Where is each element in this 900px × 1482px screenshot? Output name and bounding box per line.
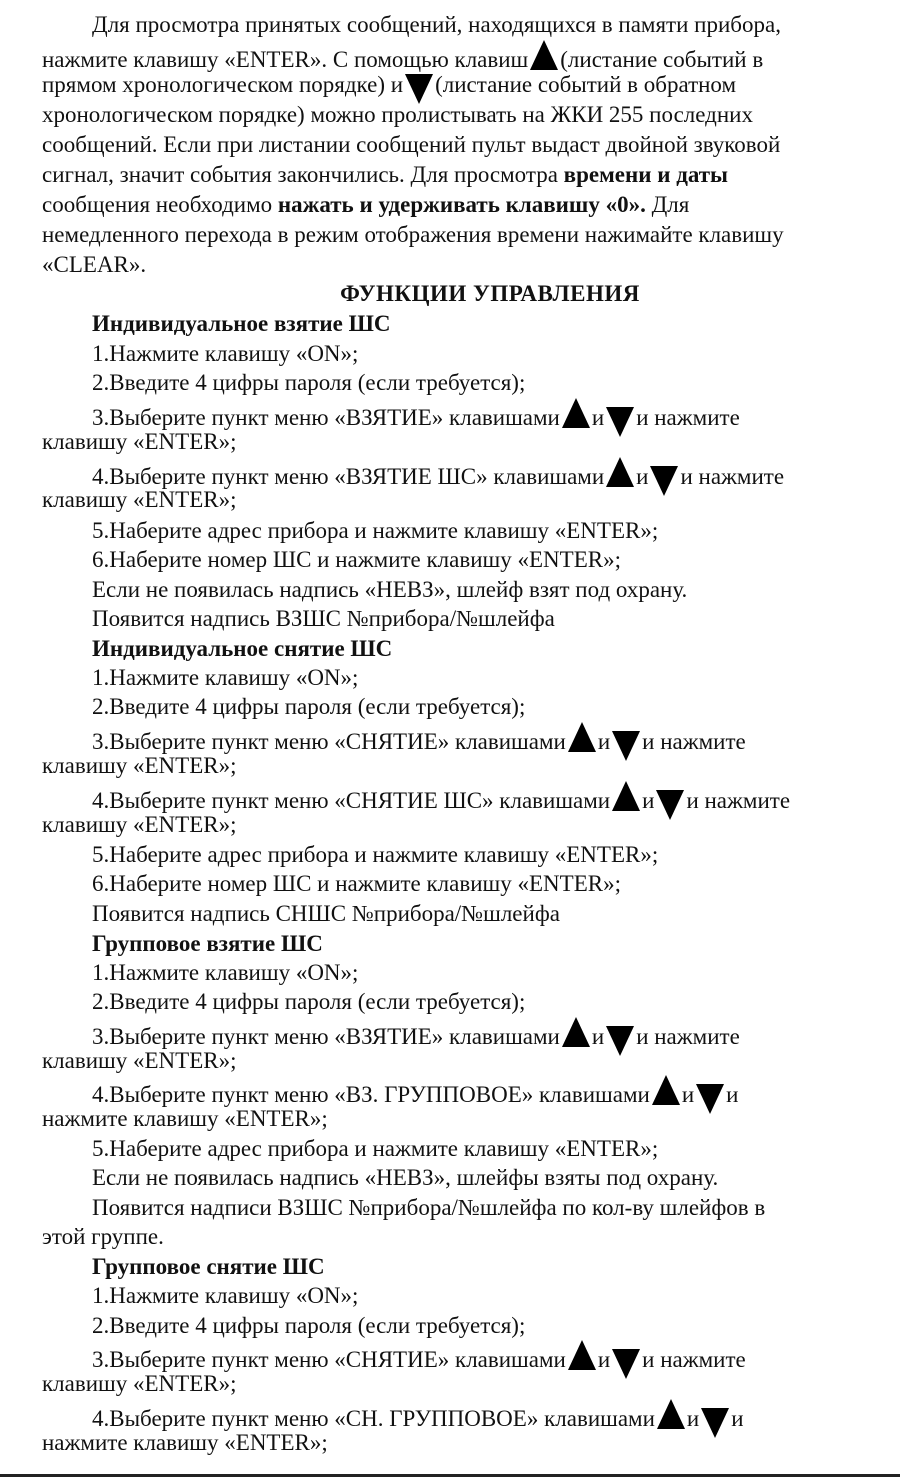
s1-step-6: 6.Наберите номер ШС и нажмите клавишу «ENTER»; [92, 547, 621, 572]
s1-step-4: 4.Выберите пункт меню «ВЗЯТИЕ ШС» клавишами и и нажмите [92, 457, 872, 496]
s3-title: Групповое взятие ШС [92, 931, 323, 956]
s1-step-4-cont: клавишу «ENTER»; [42, 487, 237, 512]
s2-step-3: 3.Выберите пункт меню «СНЯТИЕ» клавишами и и нажмите [92, 722, 872, 761]
intro-line-7: сообщения необходимо нажать и удерживать клавишу «0». Для [42, 192, 690, 217]
up-arrow-key-icon [568, 1340, 596, 1370]
intro-line-4: хронологическом порядке) можно пролистывать на ЖКИ 255 последних [42, 102, 753, 127]
s3-step-3: 3.Выберите пункт меню «ВЗЯТИЕ» клавишами и и нажмите [92, 1017, 872, 1056]
page-bottom-rule [0, 1474, 900, 1477]
s3-step-3-cont: клавишу «ENTER»; [42, 1048, 237, 1073]
s3-note: Если не появилась надпись «НЕВЗ», шлейфы взяты под охрану. [92, 1165, 719, 1190]
up-arrow-key-icon [612, 781, 640, 811]
up-arrow-key-icon [657, 1399, 685, 1429]
up-arrow-key-icon [652, 1075, 680, 1105]
s1-step-5: 5.Наберите адрес прибора и нажмите клавишу «ENTER»; [92, 518, 659, 543]
s3-step-2: 2.Введите 4 цифры пароля (если требуется); [92, 989, 526, 1014]
up-arrow-key-icon [530, 40, 558, 70]
s3-result-cont: этой группе. [42, 1224, 164, 1249]
intro-line-3: прямом хронологическом порядке) и (листание событий в обратном [42, 70, 872, 104]
intro-line-5: сообщений. Если при листании сообщений пульт выдаст двойной звуковой [42, 132, 781, 157]
s4-step-3: 3.Выберите пункт меню «СНЯТИЕ» клавишами и и нажмите [92, 1340, 872, 1379]
s1-result: Появится надпись ВЗШС №прибора/№шлейфа [92, 606, 555, 631]
up-arrow-key-icon [606, 457, 634, 487]
s4-step-4-cont: нажмите клавишу «ENTER»; [42, 1430, 328, 1455]
s1-step-3-cont: клавишу «ENTER»; [42, 429, 237, 454]
s3-step-4: 4.Выберите пункт меню «ВЗ. ГРУППОВОЕ» клавишами и и [92, 1075, 872, 1114]
s3-step-5: 5.Наберите адрес прибора и нажмите клавишу «ENTER»; [92, 1136, 659, 1161]
s2-step-5: 5.Наберите адрес прибора и нажмите клавишу «ENTER»; [92, 842, 659, 867]
s1-note: Если не появилась надпись «НЕВЗ», шлейф взят под охрану. [92, 577, 688, 602]
s2-step-4-cont: клавишу «ENTER»; [42, 812, 237, 837]
s4-step-3-cont: клавишу «ENTER»; [42, 1371, 237, 1396]
intro-line-9: «CLEAR». [42, 252, 147, 277]
s1-step-1: 1.Нажмите клавишу «ON»; [92, 341, 359, 366]
s2-step-3-cont: клавишу «ENTER»; [42, 753, 237, 778]
up-arrow-key-icon [568, 722, 596, 752]
section-heading: ФУНКЦИИ УПРАВЛЕНИЯ [340, 281, 640, 306]
intro-line-8: немедленного перехода в режим отображения времени нажимайте клавишу [42, 222, 784, 247]
up-arrow-key-icon [562, 398, 590, 428]
s3-step-4-cont: нажмите клавишу «ENTER»; [42, 1106, 328, 1131]
s2-result: Появится надпись СНШС №прибора/№шлейфа [92, 901, 560, 926]
s4-step-2: 2.Введите 4 цифры пароля (если требуется); [92, 1313, 526, 1338]
up-arrow-key-icon [562, 1017, 590, 1047]
s3-step-1: 1.Нажмите клавишу «ON»; [92, 960, 359, 985]
s1-title: Индивидуальное взятие ШС [92, 311, 391, 336]
intro-line-1: Для просмотра принятых сообщений, находящихся в памяти прибора, [92, 12, 781, 37]
s1-step-2: 2.Введите 4 цифры пароля (если требуется); [92, 370, 526, 395]
s4-step-4: 4.Выберите пункт меню «СН. ГРУППОВОЕ» клавишами и и [92, 1399, 872, 1438]
s2-step-4: 4.Выберите пункт меню «СНЯТИЕ ШС» клавишами и и нажмите [92, 781, 872, 820]
intro-line-6: сигнал, значит события закончились. Для просмотра времени и даты [42, 162, 729, 187]
s2-title: Индивидуальное снятие ШС [92, 636, 393, 661]
intro-line-2: нажмите клавишу «ENTER». С помощью клавиш (листание событий в [42, 40, 872, 75]
s1-step-3: 3.Выберите пункт меню «ВЗЯТИЕ» клавишами и и нажмите [92, 398, 872, 437]
s2-step-6: 6.Наберите номер ШС и нажмите клавишу «ENTER»; [92, 871, 621, 896]
s2-step-2: 2.Введите 4 цифры пароля (если требуется); [92, 694, 526, 719]
s4-title: Групповое снятие ШС [92, 1254, 325, 1279]
s3-result: Появится надписи ВЗШС №прибора/№шлейфа по кол-ву шлейфов в [92, 1195, 766, 1220]
s2-step-1: 1.Нажмите клавишу «ON»; [92, 665, 359, 690]
s4-step-1: 1.Нажмите клавишу «ON»; [92, 1283, 359, 1308]
